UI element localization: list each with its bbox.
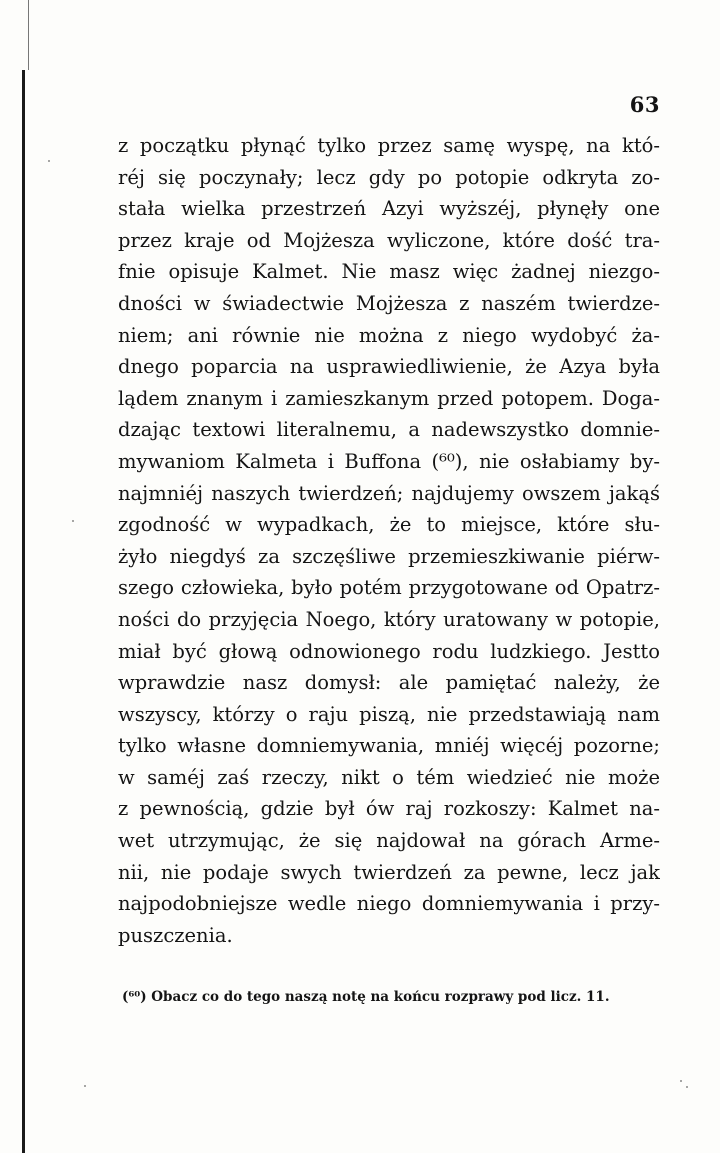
page-number: 63 (629, 92, 660, 117)
text-line: z początku płynąć tylko przez samę wyspę, na któ- (118, 134, 660, 157)
text-line: szego człowieka, było potém przygotowane od Opatrz- (118, 576, 660, 600)
text-line: tylko własne domniemywania, mniéj więcéj pozorne; (118, 734, 660, 758)
text-line: wszyscy, którzy o raju piszą, nie przedstawiają nam (118, 702, 660, 726)
text-line: w saméj zaś rzeczy, nikt o tém wiedzieć nie może (118, 765, 660, 789)
text-line: żyło niegdyś za szczęśliwe przemieszkiwanie piérw- (118, 544, 660, 568)
text-line: wet utrzymując, że się najdował na górach Arme- (118, 829, 660, 853)
body-text (118, 130, 660, 951)
text-line: miał być głową odnowionego rodu ludzkiego. Jestto (118, 639, 660, 663)
text-line: fnie opisuje Kalmet. Nie masz więc żadnej niezgo- (118, 260, 660, 284)
text-line: réj się poczynały; lecz gdy po potopie odkryta zo- (118, 165, 660, 189)
text-line: dzając textowi literalnemu, a nadewszystko domnie- (118, 418, 660, 442)
text-line-last: puszczenia. (118, 923, 233, 947)
text-line: ności do przyjęcia Noego, który uratowany w potopie, (118, 607, 660, 631)
text-line: mywaniom Kalmeta i Buffona (⁶⁰), nie osłabiamy by- (118, 449, 660, 473)
text-line: przez kraje od Mojżesza wyliczone, które dość tra- (118, 228, 660, 252)
paper-speck (680, 1080, 682, 1082)
text-line: stała wielka przestrzeń Azyi wyższéj, płynęły one (118, 197, 660, 221)
paper-speck (72, 520, 74, 522)
text-line: niem; ani równie nie można z niego wydobyć ża- (118, 323, 660, 347)
text-line: nii, nie podaje swych twierdzeń za pewne, lecz jak (118, 860, 660, 884)
paper-speck (48, 160, 50, 162)
text-line: wprawdzie nasz domysł: ale pamiętać należy, że (118, 671, 660, 695)
page-edge-line (28, 0, 29, 70)
paper-speck (686, 1086, 688, 1088)
text-line: najmniéj naszych twierdzeń; najdujemy owszem jakąś (118, 481, 660, 505)
text-line: dnego poparcia na usprawiedliwienie, że Azya była (118, 355, 660, 379)
book-spine-shadow (22, 70, 25, 1153)
text-line: dności w świadectwie Mojżesza z naszém twierdze- (118, 291, 660, 315)
text-line: zgodność w wypadkach, że to miejsce, które słu- (118, 513, 660, 537)
footnote: (⁶⁰) Obacz co do tego naszą notę na końcu rozprawy pod licz. 11. (122, 989, 610, 1005)
paper-speck (84, 1085, 86, 1087)
text-line: z pewnością, gdzie był ów raj rozkoszy: Kalmet na- (118, 797, 660, 821)
text-line: najpodobniejsze wedle niego domniemywania i przy- (118, 892, 660, 916)
text-line: lądem znanym i zamieszkanym przed potopem. Doga- (118, 386, 660, 410)
